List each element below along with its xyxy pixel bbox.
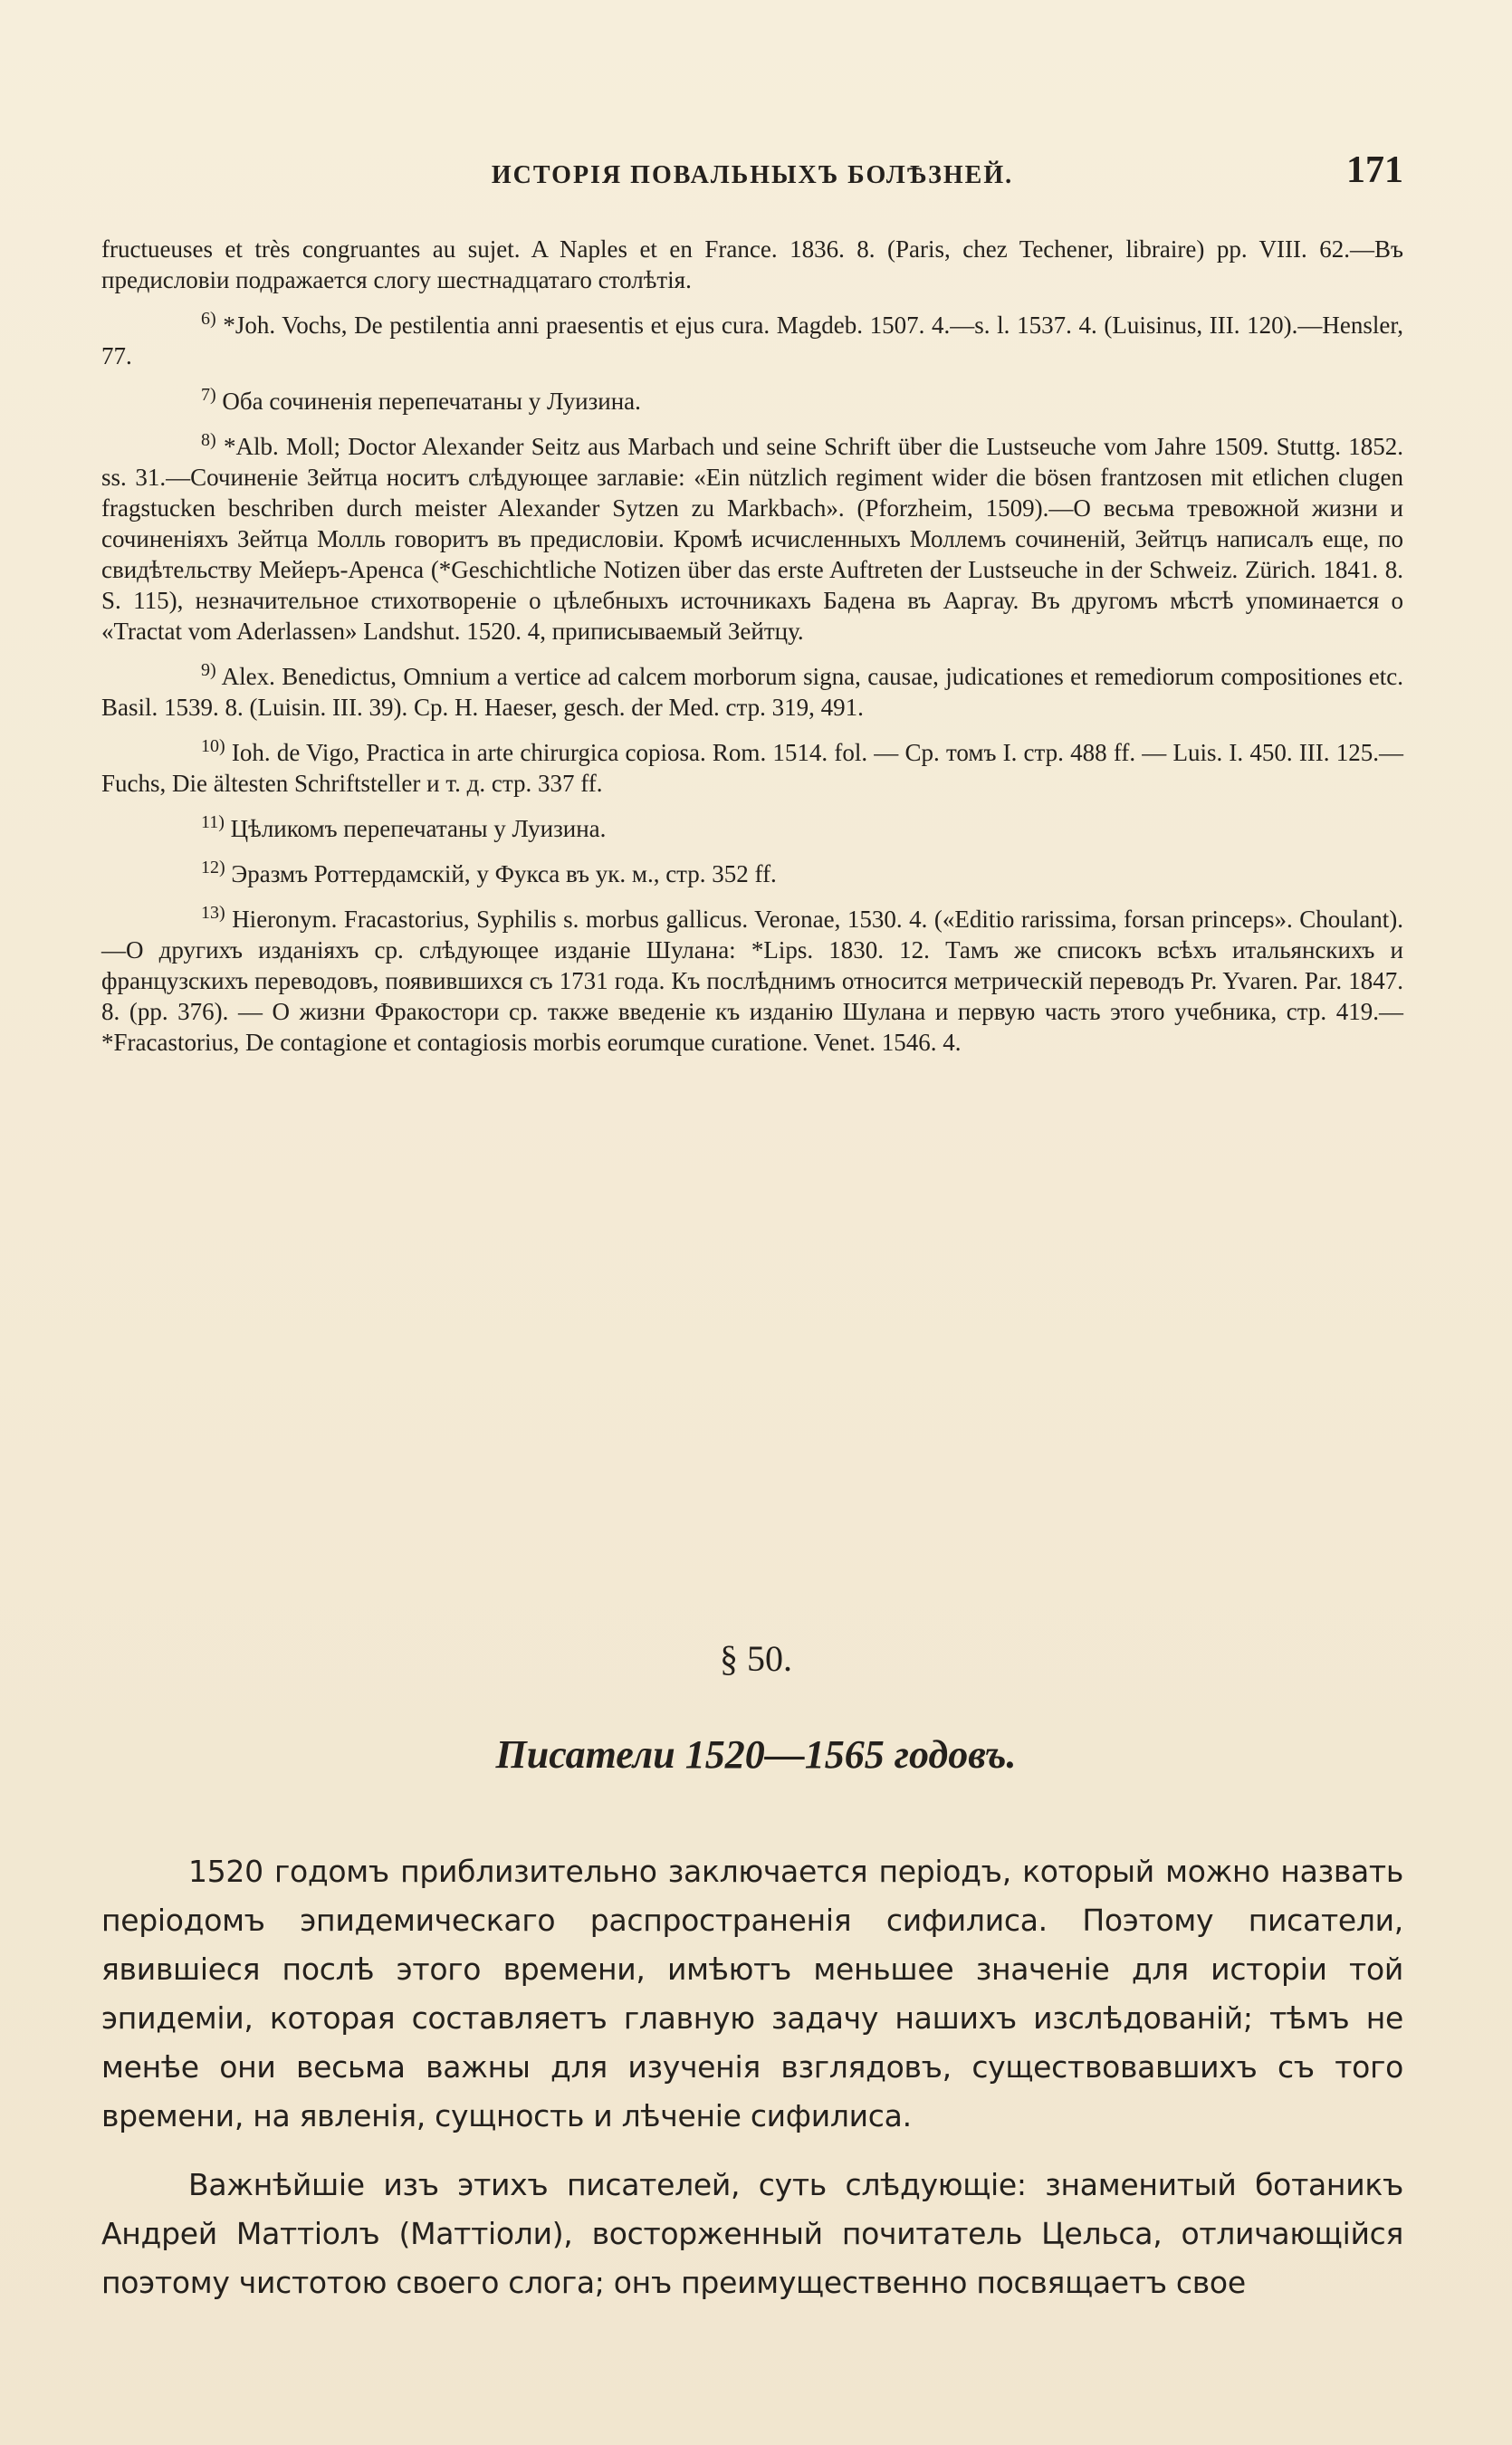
footnote-8 xyxy=(101,431,1403,647)
footnote-text: Оба сочиненія перепечатаны у Луизина. xyxy=(222,388,641,415)
footnotes-block xyxy=(101,234,1403,1072)
footnote-text: Alex. Benedictus, Omnium a vertice ad calcem morborum signa, causae, judicationes et remediorum compositiones etc. Basil. 1539. 8. (Luisin. III. 39). Ср. H. Haeser, gesch. der Med. стр. 319, 491. xyxy=(101,663,1404,721)
footnote-text: *Joh. Vochs, De pestilentia anni praesentis et ejus cura. Magdeb. 1507. 4.—s. l. 1537. 4. (Luisinus, III. 120).—Hensler, 77. xyxy=(101,312,1404,369)
paragraph: Важнѣйшіе изъ этихъ писателей, суть слѣдующіе: знаменитый ботаникъ Андрей Маттіолъ (Маттіоли), восторженный почитатель Цельса, отличающійся поэтому чистотою своего слога; онъ преимущественно посвящаетъ свое xyxy=(101,2167,1403,2300)
footnote-text: Эразмъ Роттердамскій, у Фукса въ ук. м., стр. 352 ff. xyxy=(231,860,777,887)
footnote-text: fructueuses et très congruantes au sujet. A Naples et en France. 1836. 8. (Paris, chez Techener, libraire) pp. VIII. 62.—Въ предисловіи подражается слогу шестнадцатаго столѣтія. xyxy=(101,235,1403,293)
page-header xyxy=(101,143,1403,206)
footnote-text: Ioh. de Vigo, Practica in arte chirurgica copiosa. Rom. 1514. fol. — Ср. томъ I. стр. 488 ff. — Luis. I. 450. III. 125.—Fuchs, Die ältesten Schriftsteller и т. д. стр. 337 ff. xyxy=(101,739,1403,797)
footnote-marker: 11) xyxy=(201,812,225,832)
footnote-marker: 13) xyxy=(201,903,225,923)
footnote-marker: 7) xyxy=(201,385,216,405)
footnote-6 xyxy=(101,310,1403,371)
footnote-text: Hieronym. Fracastorius, Syphilis s. morbus gallicus. Veronae, 1530. 4. («Editio rarissima, forsan princeps». Choulant).—О другихъ изданіяхъ ср. слѣдующее изданіе Шулана: *Lips. 1830. 12. Тамъ же списокъ всѣхъ итальянскихъ и французскихъ переводовъ, появившихся съ 1731 года. Къ послѣднимъ относится метрическій переводъ Pr. Yvaren. Par. 1847. 8. (pp. 376). — О жизни Фракостори ср. также введеніе къ изданію Шулана и первую часть этого учебника, стр. 419.—*Fracastorius, De contagione et contagiosis morbis eorumque curatione. Venet. 1546. 4. xyxy=(101,906,1404,1056)
footnote-marker: 10) xyxy=(201,736,225,756)
running-title: ИСТОРІЯ ПОВАЛЬНЫХЪ БОЛѢЗНЕЙ. xyxy=(491,161,1014,189)
footnote-12 xyxy=(101,858,1403,889)
footnote-11 xyxy=(101,813,1403,844)
footnote-marker: 12) xyxy=(201,858,225,877)
footnote-13 xyxy=(101,904,1403,1058)
section-number: § 50. xyxy=(720,1638,792,1679)
page-number: 171 xyxy=(1346,149,1403,191)
footnote-marker: 6) xyxy=(201,309,216,329)
footnote-7 xyxy=(101,386,1403,417)
paragraph: 1520 годомъ приблизительно заключается періодъ, который можно назвать періодомъ эпидемическаго распространенія сифилиса. Поэтому писатели, явившіеся послѣ этого времени, имѣютъ меньшее значеніе для исторіи той эпидеміи, которая составляетъ главную задачу нашихъ изслѣдованій; тѣмъ не менѣе они весьма важны для изученія взглядовъ, существовавшихъ съ того времени, на явленія, сущность и лѣченіе сифилиса. xyxy=(101,1854,1403,2133)
footnote-marker: 8) xyxy=(201,430,216,450)
footnote-continuation xyxy=(101,234,1403,295)
main-text xyxy=(101,1847,1403,2327)
footnote-9 xyxy=(101,661,1403,723)
footnote-text: Цѣликомъ перепечатаны у Луизина. xyxy=(230,815,607,842)
footnote-text: *Alb. Moll; Doctor Alexander Seitz aus Marbach und seine Schrift über die Lustseuche vom Jahre 1509. Stuttg. 1852. ss. 31.—Сочиненіе Зейтца носитъ слѣдующее заглавіе: «Ein nützlich regiment wider die bösen frantzosen mit etlichen clugen fragstucken beschriben durch meister Alexander Sytzen zu Markbach». (Pforzheim, 1509).—О весьма тревожной жизни и сочиненіяхъ Зейтца Молль говоритъ въ предисловіи. Кромѣ исчисленныхъ Моллемъ сочиненій, Зейтцъ написалъ еще, по свидѣтельству Мейеръ-Аренса (*Geschichtliche Notizen über das erste Auftreten der Lustseuche in der Schweiz. Zürich. 1841. 8. S. 115), незначительное стихотвореніе о цѣлебныхъ источникахъ Бадена въ Ааргау. Въ другомъ мѣстѣ упоминается о «Tractat vom Aderlassen» Landshut. 1520. 4, приписываемый Зейтцу. xyxy=(101,433,1404,645)
footnote-10 xyxy=(101,737,1403,799)
section-title: Писатели 1520—1565 годовъ. xyxy=(495,1732,1017,1777)
footnote-marker: 9) xyxy=(201,660,216,680)
